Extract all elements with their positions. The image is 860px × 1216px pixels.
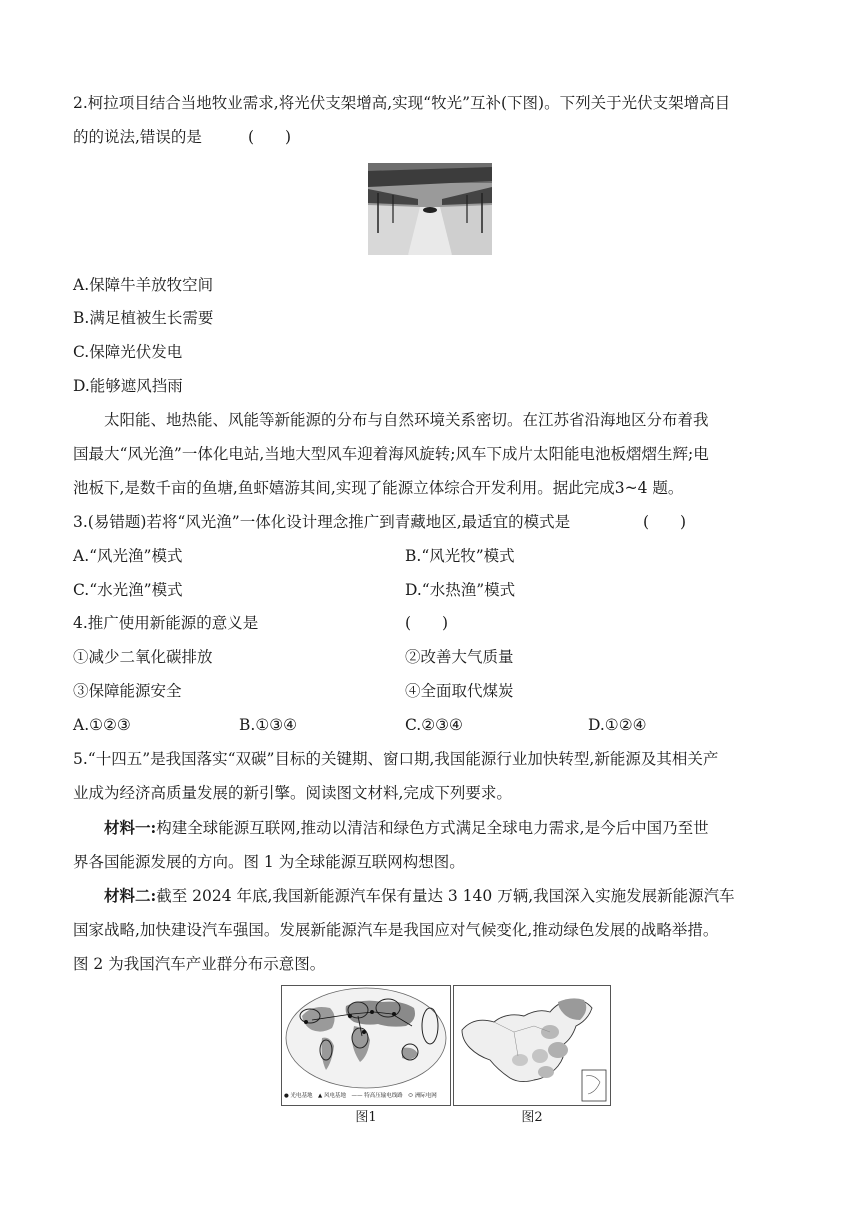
q2-answer-paren: ( ): [247, 128, 292, 146]
q4-option-b: B.①③④: [239, 716, 298, 734]
q4-stem: 4.推广使用新能源的意义是: [73, 614, 259, 632]
q2-option-c: C.保障光伏发电: [73, 343, 183, 361]
material-two-line3: 图 2 为我国汽车产业群分布示意图。: [73, 955, 326, 973]
q4-item-3: ③保障能源安全: [73, 682, 182, 700]
china-map-graphic: [454, 986, 610, 1105]
q2-stem-line2: [73, 127, 291, 147]
figure-1-legend: ● 光电基地 ▲ 风电基地 —— 特高压输电线路 ⬭ 洲际电网: [284, 1093, 437, 1099]
q2-option-d: D.能够遮风挡雨: [73, 377, 183, 395]
q5-stem-line1: 5.“十四五”是我国落实“双碳”目标的关键期、窗口期,我国能源行业加快转型,新能源及其相关产: [73, 750, 719, 768]
q4-item-2: ②改善大气质量: [405, 648, 514, 666]
q2-option-b: B.满足植被生长需要: [73, 309, 214, 327]
q3-stem: 3.(易错题)若将“风光渔”一体化设计理念推广到青藏地区,最适宜的模式是: [73, 513, 571, 531]
q4-option-c: C.②③④: [405, 716, 463, 734]
q5-stem-line2: 业成为经济高质量发展的新引擎。阅读图文材料,完成下列要求。: [73, 784, 512, 802]
passage-line3: 池板下,是数千亩的鱼塘,鱼虾嬉游其间,实现了能源立体综合开发利用。据此完成3~4 题。: [73, 479, 684, 497]
material-two-label: 材料二:: [104, 886, 157, 905]
material-two-line2: 国家战略,加快建设汽车强国。发展新能源汽车是我国应对气候变化,推动绿色发展的战略举措。: [73, 921, 719, 939]
material-two-text: 截至 2024 年底,我国新能源汽车保有量达 3 140 万辆,我国深入实施发展新能源汽车: [156, 887, 735, 905]
q4-item-4: ④全面取代煤炭: [405, 682, 514, 700]
passage-line2: 国最大“风光渔”一体化电站,当地大型风车迎着海风旋转;风车下成片太阳能电池板熠熠生辉;电: [73, 445, 709, 463]
q3-option-c: C.“水光渔”模式: [73, 581, 183, 599]
material-one-line1: [104, 818, 709, 838]
material-two-line1: [104, 886, 735, 906]
figure-2-caption: 图2: [521, 1110, 543, 1125]
q3-option-a: A.“风光渔”模式: [73, 547, 183, 565]
material-one-text: 构建全球能源互联网,推动以清洁和绿色方式满足全球电力需求,是今后中国乃至世: [156, 819, 709, 837]
material-one-label: 材料一:: [104, 818, 157, 837]
photovoltaic-pasture-photo: [368, 163, 492, 255]
figure-1-caption: 图1: [355, 1110, 377, 1125]
world-map-graphic: [282, 986, 450, 1105]
q4-answer-paren: ( ): [405, 614, 449, 632]
material-one-line2: 界各国能源发展的方向。图 1 为全球能源互联网构想图。: [73, 853, 465, 871]
figure-1-world-map: [281, 985, 451, 1106]
photo-graphic: [368, 163, 492, 255]
figure-2-china-map: [453, 985, 611, 1106]
q2-stem-text: 的的说法,错误的是: [73, 128, 202, 146]
q3-option-b: B.“风光牧”模式: [405, 547, 515, 565]
q3-answer-paren: ( ): [643, 513, 687, 531]
q4-item-1: ①减少二氧化碳排放: [73, 648, 213, 666]
q4-option-d: D.①②④: [588, 716, 647, 734]
q2-stem-line1: 2.柯拉项目结合当地牧业需求,将光伏支架增高,实现“牧光”互补(下图)。下列关于光伏支架增高目: [73, 94, 731, 112]
q3-option-d: D.“水热渔”模式: [405, 581, 516, 599]
q2-option-a: A.保障牛羊放牧空间: [73, 276, 214, 294]
passage-line1: 太阳能、地热能、风能等新能源的分布与自然环境关系密切。在江苏省沿海地区分布着我: [104, 411, 709, 429]
q4-option-a: A.①②③: [73, 716, 131, 734]
